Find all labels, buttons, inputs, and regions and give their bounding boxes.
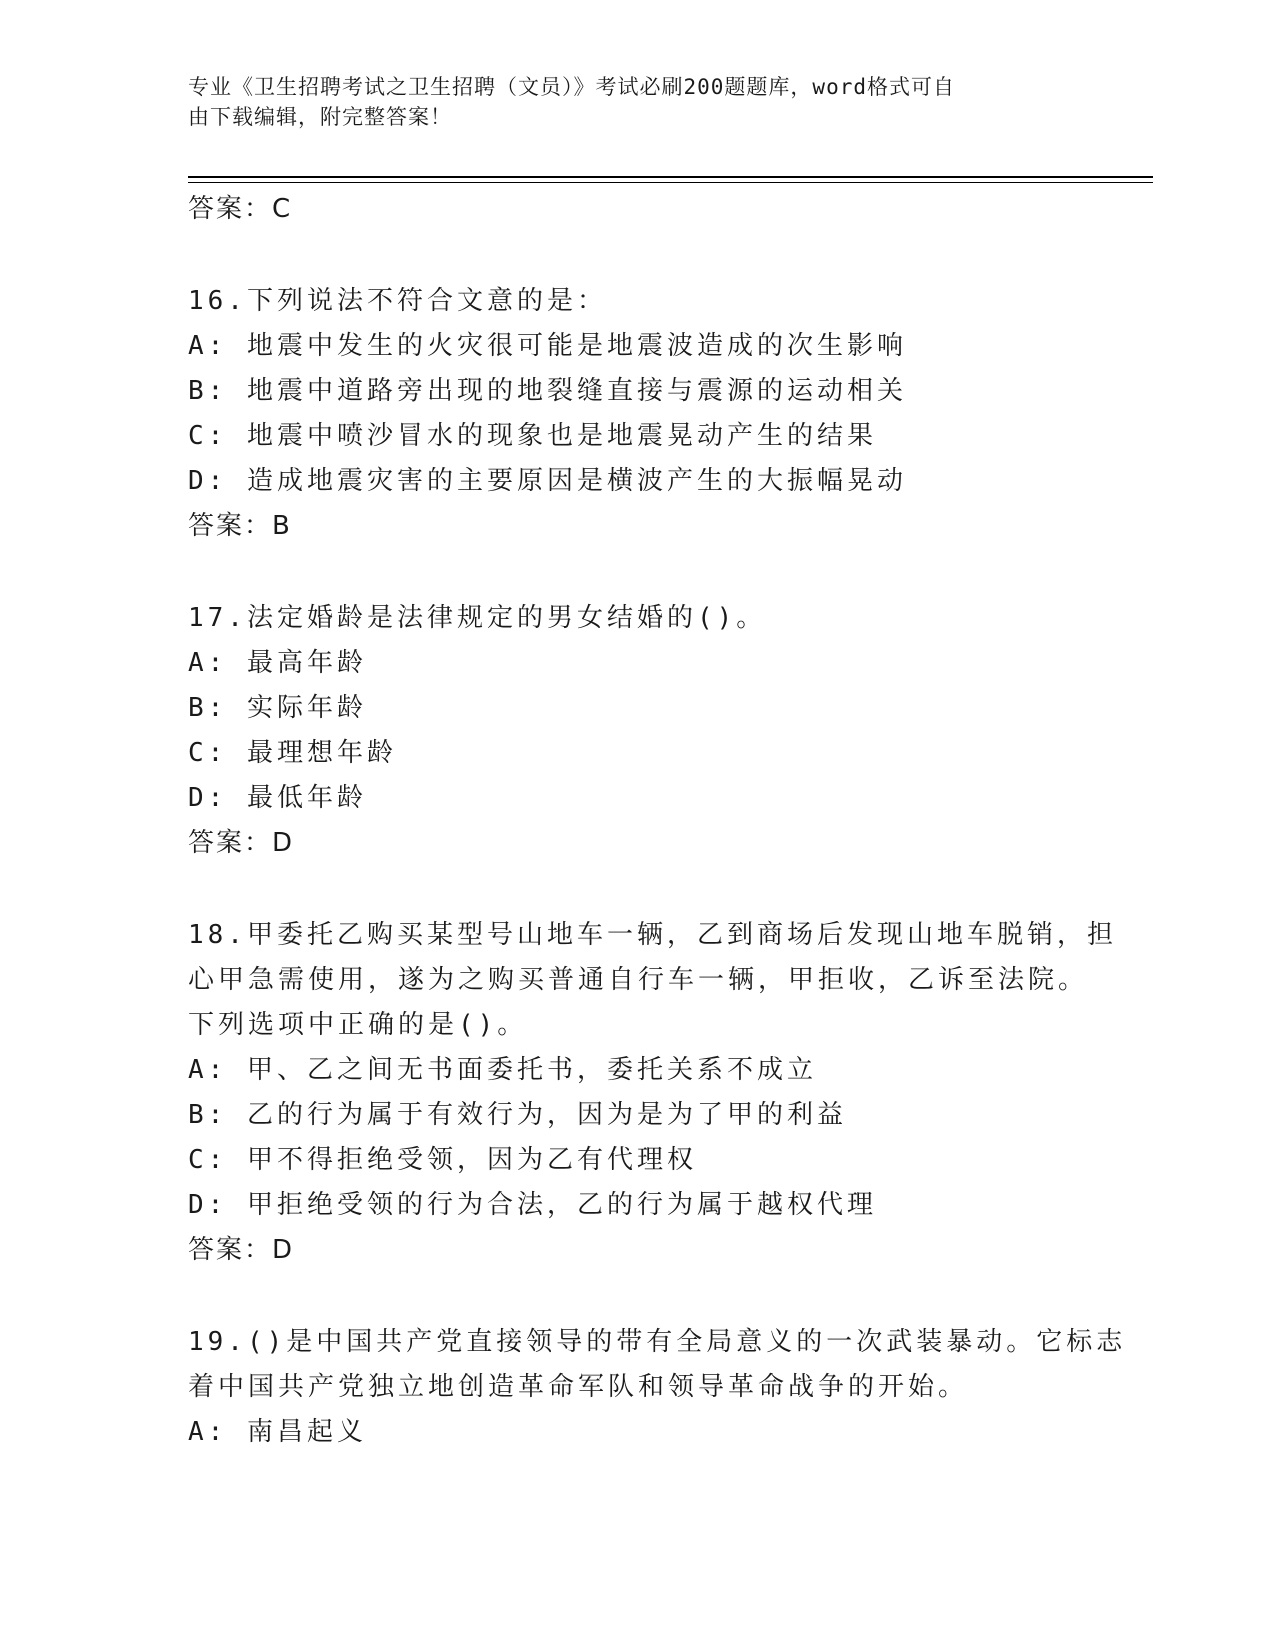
option-b: B: 乙的行为属于有效行为，因为是为了甲的利益	[188, 1100, 847, 1130]
option-b: B: 实际年龄	[188, 693, 367, 723]
option-d: D: 造成地震灾害的主要原因是横波产生的大振幅晃动	[188, 466, 907, 496]
question-stem: 16.下列说法不符合文意的是：	[188, 286, 607, 316]
option-a: A: 地震中发生的火灾很可能是地震波造成的次生影响	[188, 331, 907, 361]
option-a: A: 南昌起义	[188, 1417, 367, 1447]
header-line-2: 由下载编辑，附完整答案！	[188, 105, 452, 129]
option-a: A: 最高年龄	[188, 648, 367, 678]
question-17	[188, 596, 1088, 866]
question-stem-line-1: 19.()是中国共产党直接领导的带有全局意义的一次武装暴动。它标志	[188, 1327, 1127, 1357]
question-18	[188, 913, 1117, 1273]
question-stem-line-2: 心甲急需使用，遂为之购买普通自行车一辆，甲拒收，乙诉至法院。	[188, 965, 1089, 995]
option-c: C: 甲不得拒绝受领，因为乙有代理权	[188, 1145, 697, 1175]
answer: 答案：D	[188, 828, 295, 858]
question-list	[188, 187, 1127, 1455]
option-c: C: 地震中喷沙冒水的现象也是地震晃动产生的结果	[188, 421, 877, 451]
question-stem-line-2: 着中国共产党独立地创造革命军队和领导革命战争的开始。	[188, 1372, 969, 1402]
spacer	[188, 549, 1088, 596]
question-19	[188, 1320, 1127, 1455]
spacer	[188, 1273, 1088, 1320]
previous-answer: 答案：C	[188, 194, 293, 224]
option-d: D: 甲拒绝受领的行为合法，乙的行为属于越权代理	[188, 1190, 877, 1220]
question-16	[188, 279, 1088, 549]
question-stem-line-3: 下列选项中正确的是()。	[188, 1010, 528, 1040]
option-b: B: 地震中道路旁出现的地裂缝直接与震源的运动相关	[188, 376, 907, 406]
question-stem-line-1: 18.甲委托乙购买某型号山地车一辆，乙到商场后发现山地车脱销，担	[188, 920, 1117, 950]
option-d: D: 最低年龄	[188, 783, 367, 813]
header-rule-thin	[188, 182, 1153, 183]
spacer	[188, 232, 1088, 279]
header-rule-thick	[188, 176, 1153, 178]
header-line-1: 专业《卫生招聘考试之卫生招聘（文员）》考试必刷200题题库，word格式可自	[188, 75, 955, 99]
option-c: C: 最理想年龄	[188, 738, 397, 768]
answer: 答案：D	[188, 1235, 295, 1265]
document-header	[188, 72, 1088, 132]
option-a: A: 甲、乙之间无书面委托书，委托关系不成立	[188, 1055, 817, 1085]
answer: 答案：B	[188, 511, 292, 541]
spacer	[188, 866, 1088, 913]
question-stem: 17.法定婚龄是法律规定的男女结婚的()。	[188, 603, 767, 633]
